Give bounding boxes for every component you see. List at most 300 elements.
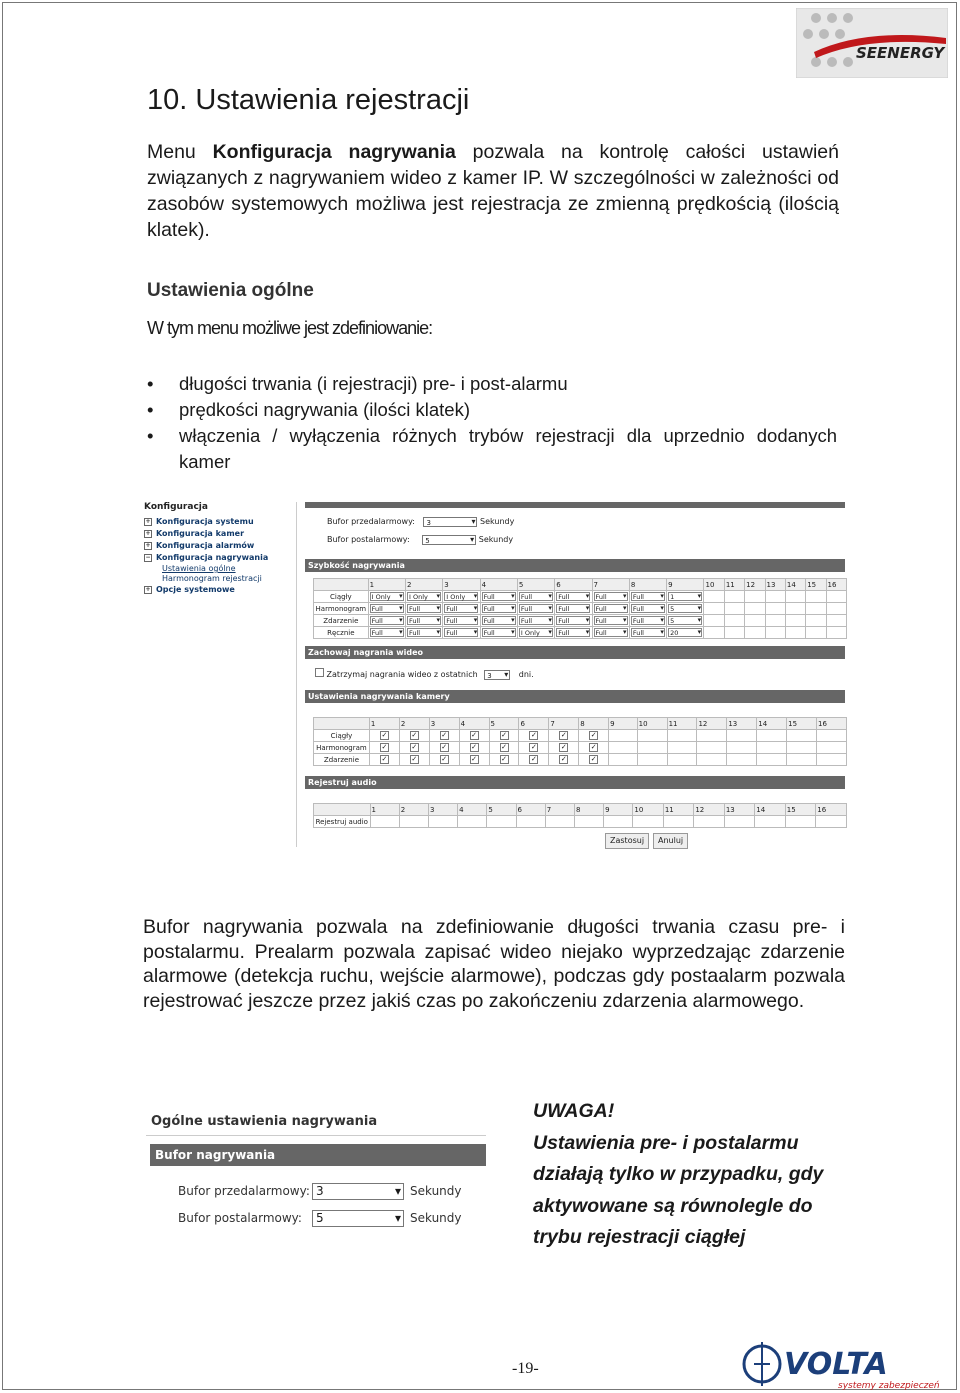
header-corner [314,579,369,591]
speed-cell [405,627,442,639]
speed-cell [592,627,629,639]
check-cell [549,754,579,766]
audio-cell [604,816,633,828]
warning-heading: UWAGA! [533,1100,615,1122]
check-cell [637,742,667,754]
check-cell [519,754,549,766]
audio-cell [545,816,574,828]
speed-select[interactable]: Full ▾ [631,616,665,625]
intro-bold: Konfiguracja nagrywania [212,141,456,163]
speed-cell [629,615,666,627]
keep-row [315,668,534,682]
cancel-button[interactable]: Anuluj [653,833,688,849]
pre-buffer-label: Bufor przedalarmowy: [327,517,415,526]
mode-checkbox[interactable]: ✓ [471,755,478,763]
speed-select[interactable]: Full ▾ [594,616,628,625]
pre-buffer-unit: Sekundy [480,517,515,526]
check-cell [369,754,399,766]
speed-select[interactable]: 20 ▾ [668,628,702,637]
keep-label: Zatrzymaj nagrania wideo z ostatnich [326,670,478,679]
audio-cell [663,816,693,828]
column-header: 5 [517,579,554,591]
speed-select[interactable]: Full ▾ [556,592,590,601]
speed-select[interactable]: Full ▾ [519,604,553,613]
speed-cell [667,603,704,615]
speed-cell [368,627,405,639]
speed-cell [368,615,405,627]
table-row [314,603,847,615]
row-label: Zdarzenie [314,615,369,627]
column-header: 7 [592,579,629,591]
check-cell [787,754,817,766]
menu-item-label: Konfiguracja kamer [156,529,245,538]
post-buffer-row [327,533,513,547]
seenergy-logo [796,8,948,78]
speed-cell [826,615,846,627]
speed-bar: Szybkość nagrywania [305,559,845,572]
audio-table [313,803,847,828]
check-cell [399,742,429,754]
intro-pre: Menu [147,141,213,163]
table-header-row [314,718,847,730]
submenu-schedule[interactable]: Harmonogram rejestracji [162,574,262,583]
speed-select[interactable]: Full ▾ [594,604,628,613]
speed-cell [480,615,517,627]
speed-cell [785,615,805,627]
speed-cell [724,591,744,603]
mode-checkbox[interactable]: ✓ [381,731,388,739]
zoom-post-unit: Sekundy [410,1211,462,1225]
column-header: 2 [399,718,429,730]
row-label: Harmonogram [314,603,369,615]
menu-item-cameras[interactable] [144,528,274,540]
speed-cell [806,615,826,627]
column-header: 3 [429,718,459,730]
speed-cell [765,603,785,615]
column-header: 9 [667,579,704,591]
speed-select[interactable]: 5 ▾ [668,616,702,625]
zoom-bar: Bufor nagrywania [150,1144,486,1166]
speed-cell [704,591,724,603]
check-cell [519,742,549,754]
table-row [314,754,847,766]
mode-checkbox[interactable]: ✓ [501,755,507,763]
check-cell [369,742,399,754]
column-header: 4 [480,579,517,591]
buffer-paragraph: Bufor nagrywania pozwala na zdefiniowanie długości trwania czasu pre- i postalarmu. Prealarm pozwala zapisać wideo niejako wyprzedzając zdarzenie alarmowe (detekcja ruchu, wejście alarmowe), podczas gdy postaalarm pozwala rejestrować jeszcze przez jakiś czas po zakończeniu zdarzenia alarmowego. [143,916,845,1012]
column-header: 11 [724,579,744,591]
column-header: 11 [667,718,697,730]
speed-cell [785,627,805,639]
speed-cell [517,603,554,615]
speed-cell [704,603,724,615]
column-header: 13 [765,579,785,591]
check-cell [697,730,727,742]
table-row [314,615,847,627]
check-cell [429,742,459,754]
speed-cell [724,615,744,627]
check-cell [787,730,817,742]
check-cell [369,730,399,742]
post-buffer-unit: Sekundy [478,535,514,544]
mode-checkbox[interactable]: ✓ [590,731,597,739]
audio-cell [633,816,663,828]
mode-checkbox[interactable]: ✓ [560,731,567,739]
speed-select[interactable]: Full ▾ [407,628,441,637]
speed-cell [704,627,724,639]
mode-checkbox[interactable]: ✓ [501,731,507,739]
feature-list [147,371,837,475]
column-header: 8 [579,718,609,730]
check-cell [399,754,429,766]
row-label: Rejestruj audio [314,816,371,828]
speed-cell [806,591,826,603]
svg-text:SEENERGY: SEENERGY [856,44,945,62]
column-header: 5 [489,718,519,730]
speed-cell [480,603,517,615]
mode-checkbox[interactable]: ✓ [530,755,537,763]
check-cell [399,730,429,742]
pre-buffer-select[interactable]: 3 ▾ [423,517,477,527]
table-row [314,742,847,754]
check-cell [459,754,489,766]
speed-cell [555,603,592,615]
speed-select[interactable]: I Only ▾ [407,592,441,601]
column-header: 13 [724,804,754,816]
zoom-pre-label: Bufor przedalarmowy: [178,1184,310,1198]
mode-checkbox[interactable]: ✓ [590,743,597,751]
post-buffer-select[interactable]: 5 ▾ [422,535,476,545]
keep-unit: dni. [518,670,534,679]
speed-cell [745,627,765,639]
speed-select[interactable]: Full ▾ [519,592,553,601]
menu-item-system[interactable] [144,516,274,528]
check-cell [757,742,787,754]
check-cell [519,730,549,742]
speed-cell [443,603,480,615]
keep-days-input[interactable]: 3 ▾ [484,670,510,680]
column-header: 10 [637,718,667,730]
row-label: Harmonogram [314,742,370,754]
column-header: 10 [704,579,724,591]
expand-icon: + [145,585,151,593]
row-label: Ręcznie [314,627,369,639]
post-buffer-label: Bufor postalarmowy: [327,535,410,544]
column-header: 10 [633,804,663,816]
speed-select[interactable]: 1 ▾ [668,592,702,601]
warning-box [533,1096,863,1254]
speed-cell [667,627,704,639]
check-cell [579,742,609,754]
audio-cell [755,816,785,828]
table-row [314,627,847,639]
check-cell [727,754,757,766]
collapse-icon: − [145,553,151,561]
speed-cell [592,603,629,615]
speed-cell [826,591,846,603]
table-row [314,816,847,828]
svg-text:VOLTA: VOLTA [784,1347,888,1382]
pre-buffer-row [327,515,514,529]
check-cell [489,754,519,766]
settings-panel [296,502,847,847]
mode-checkbox[interactable]: ✓ [501,743,507,751]
speed-select[interactable]: Full ▾ [407,604,441,613]
apply-button[interactable]: Zastosuj [605,833,649,849]
menu-item-alarms[interactable] [144,540,274,552]
column-header: 7 [545,804,574,816]
zoom-post-label: Bufor postalarmowy: [178,1211,302,1225]
speed-cell [405,591,442,603]
expand-icon: + [145,517,151,525]
column-header: 6 [555,579,592,591]
mode-checkbox[interactable]: ✓ [530,743,537,751]
check-cell [609,730,638,742]
speed-select[interactable]: Full ▾ [519,616,553,625]
speed-select[interactable]: Full ▾ [556,616,590,625]
column-header: 4 [459,718,489,730]
speed-cell [745,591,765,603]
speed-select[interactable]: Full ▾ [370,604,404,613]
check-cell [459,730,489,742]
speed-cell [443,591,480,603]
check-cell [727,730,757,742]
table-row [314,591,847,603]
check-cell [667,742,697,754]
column-header: 2 [399,804,428,816]
menu-item-label: Konfiguracja nagrywania [156,553,269,562]
header-corner [314,718,370,730]
table-header-row [314,804,847,816]
speed-cell [368,603,405,615]
speed-select[interactable]: Full ▾ [594,592,628,601]
speed-cell [667,591,704,603]
check-cell [817,742,847,754]
check-cell [429,754,459,766]
speed-cell [806,603,826,615]
speed-cell [517,591,554,603]
mode-checkbox[interactable]: ✓ [441,743,448,751]
column-header: 9 [604,804,633,816]
check-cell [817,730,847,742]
column-header: 16 [826,579,846,591]
check-cell [459,742,489,754]
row-label: Zdarzenie [314,754,370,766]
list-item: • prędkości nagrywania (ilości klatek) [147,397,837,423]
check-cell [549,742,579,754]
keep-bar: Zachowaj nagrania wideo [305,646,845,659]
menu-item-label: Konfiguracja alarmów [156,541,255,550]
speed-select[interactable]: Full ▾ [482,592,516,601]
submenu-general-settings[interactable]: Ustawienia ogólne [162,564,236,573]
column-header: 1 [370,804,399,816]
speed-table [313,578,847,639]
config-menu [144,502,274,596]
speed-select[interactable]: Full ▾ [631,592,665,601]
list-item: • długości trwania (i rejestracji) pre- i post-alarmu [147,371,837,397]
column-header: 12 [697,718,727,730]
check-cell [727,742,757,754]
menu-item-recording[interactable] [144,552,274,564]
mode-checkbox[interactable]: ✓ [411,743,418,751]
intro-paragraph [147,139,839,243]
expand-icon: + [145,541,151,549]
column-header: 3 [443,579,480,591]
mode-checkbox[interactable]: ✓ [411,731,418,739]
speed-cell [480,627,517,639]
mode-checkbox[interactable]: ✓ [441,755,448,763]
section-heading: Ustawienia ogólne [147,280,314,301]
mode-checkbox[interactable]: ✓ [471,743,478,751]
audio-cell [694,816,724,828]
panel-top-bar [305,502,845,508]
audio-cell [458,816,487,828]
column-header: 14 [755,804,785,816]
speed-cell [592,591,629,603]
mode-checkbox[interactable]: ✓ [560,743,567,751]
expand-icon: + [145,529,151,537]
column-header: 15 [787,718,817,730]
speed-cell [405,615,442,627]
speed-cell [765,615,785,627]
mode-checkbox[interactable]: ✓ [411,755,418,763]
speed-cell [826,627,846,639]
speed-select[interactable]: I Only ▾ [370,592,404,601]
mode-checkbox[interactable]: ✓ [560,755,567,763]
column-header: 16 [816,804,847,816]
speed-cell [629,627,666,639]
speed-select[interactable]: I Only ▾ [519,628,553,637]
check-cell [667,754,697,766]
speed-cell [555,591,592,603]
row-label: Ciągły [314,730,370,742]
check-cell [757,730,787,742]
camera-table [313,717,847,766]
check-cell [609,754,638,766]
speed-select[interactable]: Full ▾ [482,628,516,637]
column-header: 16 [817,718,847,730]
speed-select[interactable]: Full ▾ [594,628,628,637]
audio-bar: Rejestruj audio [305,776,845,789]
mode-checkbox[interactable]: ✓ [530,731,537,739]
speed-select[interactable]: Full ▾ [444,628,478,637]
page-title: 10. Ustawienia rejestracji [147,84,470,116]
speed-select[interactable]: Full ▾ [631,604,665,613]
speed-select[interactable]: Full ▾ [407,616,441,625]
speed-cell [724,603,744,615]
check-cell [817,754,847,766]
speed-select[interactable]: Full ▾ [556,628,590,637]
check-cell [637,730,667,742]
column-header: 7 [549,718,579,730]
row-label: Ciągły [314,591,369,603]
audio-cell [516,816,545,828]
warning-text: Ustawienia pre- i postalarmu działają tylko w przypadku, gdy aktywowane są równolegle do trybu rejestracji ciągłej [533,1131,824,1248]
speed-cell [745,603,765,615]
speed-cell [555,627,592,639]
check-cell [549,730,579,742]
column-header: 6 [516,804,545,816]
speed-select[interactable]: 5 ▾ [668,604,702,613]
speed-select[interactable]: I Only ▾ [444,592,478,601]
column-header: 13 [727,718,757,730]
column-header: 3 [428,804,457,816]
column-header: 14 [757,718,787,730]
audio-cell [370,816,399,828]
column-header: 4 [458,804,487,816]
speed-cell [629,603,666,615]
check-cell [429,730,459,742]
speed-select[interactable]: Full ▾ [444,604,478,613]
speed-cell [826,603,846,615]
speed-select[interactable]: Full ▾ [482,604,516,613]
mode-checkbox[interactable]: ✓ [590,755,597,763]
audio-cell [428,816,457,828]
speed-select[interactable]: Full ▾ [631,628,665,637]
zoom-title: Ogólne ustawienia nagrywania [146,1108,486,1136]
speed-cell [765,591,785,603]
zoom-pre-select[interactable]: 3 ▾ [312,1183,404,1200]
list-item: • włączenia / wyłączenia różnych trybów rejestracji dla uprzednio dodanych kamer [147,423,837,475]
check-cell [609,742,638,754]
mode-checkbox[interactable]: ✓ [381,743,388,751]
check-cell [667,730,697,742]
speed-cell [443,615,480,627]
column-header: 12 [694,804,724,816]
speed-select[interactable]: Full ▾ [556,604,590,613]
speed-cell [704,615,724,627]
speed-cell [555,615,592,627]
speed-cell [806,627,826,639]
menu-item-options[interactable] [144,584,274,596]
table-header-row [314,579,847,591]
section-lead: W tym menu możliwe jest zdefiniowanie: [147,318,433,338]
speed-select[interactable]: Full ▾ [370,628,404,637]
audio-cell [487,816,516,828]
speed-select[interactable]: Full ▾ [444,616,478,625]
column-header: 14 [785,579,805,591]
speed-select[interactable]: Full ▾ [370,616,404,625]
keep-checkbox[interactable] [315,668,324,677]
column-header: 9 [609,718,638,730]
audio-cell [785,816,815,828]
speed-select[interactable]: Full ▾ [482,616,516,625]
speed-cell [765,627,785,639]
check-cell [697,754,727,766]
speed-cell [517,627,554,639]
mode-checkbox[interactable]: ✓ [441,731,448,739]
column-header: 15 [806,579,826,591]
mode-checkbox[interactable]: ✓ [381,755,388,763]
column-header: 15 [785,804,815,816]
volta-logo [740,1334,945,1390]
check-cell [787,742,817,754]
speed-cell [745,615,765,627]
mode-checkbox[interactable]: ✓ [471,731,478,739]
zoom-pre-unit: Sekundy [410,1184,462,1198]
column-header: 5 [487,804,516,816]
audio-cell [574,816,603,828]
column-header: 1 [369,718,399,730]
check-cell [637,754,667,766]
speed-cell [785,603,805,615]
column-header: 12 [745,579,765,591]
menu-heading: Konfiguracja [144,502,208,512]
zoom-post-select[interactable]: 5 ▾ [312,1210,404,1227]
speed-cell [785,591,805,603]
menu-item-label: Opcje systemowe [156,585,235,594]
speed-cell [724,627,744,639]
